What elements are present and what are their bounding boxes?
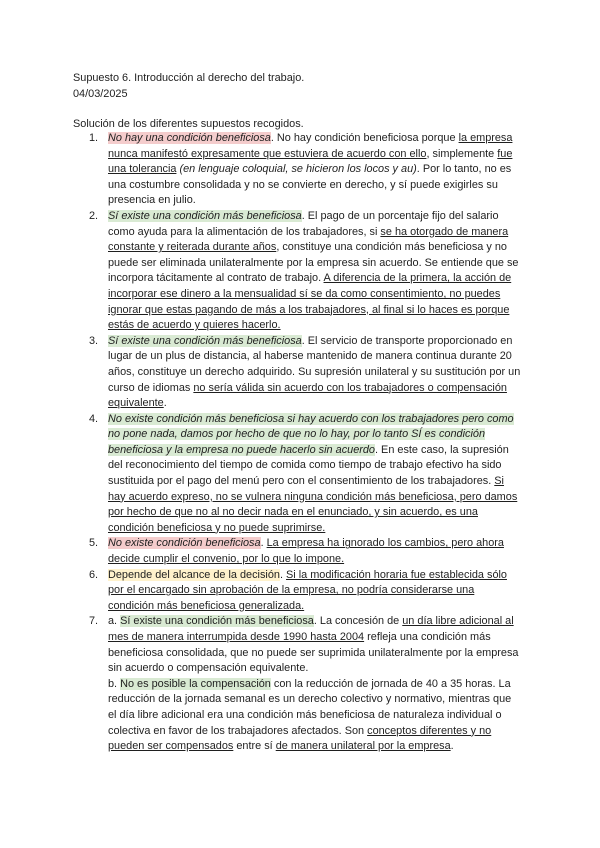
- solutions-list: [89, 131, 522, 755]
- text-segment: de manera unilateral por la empresa: [275, 740, 451, 753]
- text-segment: A diferencia de la primera, la acción de incorporar ese dinero a la mensualidad sí se da como consentimiento, no puedes ignorar que estas pagando de más a los trabajadores, al final si lo haces es porque estás de acuerdo y quieres hacerlo.: [108, 272, 512, 332]
- text-segment: , constituye una condición más beneficiosa y no puede ser eliminada unilateralmente por la empresa sin acuerdo. Se entiende que se incorpora tácitamente al contrato de trabajo.: [108, 241, 519, 285]
- item-subtext-b: [108, 677, 522, 755]
- text-segment: Sí existe una condición más beneficiosa: [108, 334, 302, 347]
- list-item: [89, 334, 522, 412]
- text-segment: . La concesión de: [313, 615, 403, 628]
- text-segment: b.: [108, 677, 121, 690]
- text-segment: , simplemente: [426, 147, 498, 160]
- text-segment: Sí existe una condición más beneficiosa: [120, 615, 314, 628]
- text-segment: entre sí: [233, 740, 276, 753]
- item-text: [108, 413, 517, 534]
- text-segment: No es posible la compensación: [120, 677, 271, 690]
- item-text: [108, 537, 504, 565]
- text-segment: no sería válida sin acuerdo con los trabajadores o compensación equivalente: [108, 381, 507, 410]
- text-segment: . El pago de un porcentaje fijo del salario como ayuda para la alimentación de los trabajadores, si: [108, 209, 499, 238]
- list-number: 4.: [89, 412, 99, 425]
- text-segment: No hay una condición beneficiosa: [108, 132, 271, 144]
- list-number: 6.: [89, 568, 99, 581]
- text-segment: la empresa nunca manifestó expresamente que estuviera de acuerdo con ello: [108, 132, 513, 160]
- list-number: 5.: [89, 537, 99, 550]
- list-item: [89, 412, 522, 537]
- intro-text: Solución de los diferentes supuestos recogidos.: [73, 118, 304, 130]
- text-segment: con la reducción de jornada de 40 a 35 horas. La reducción de la jornada semanal es un derecho colectivo y normativo, mientras que el día libre adicional era una condición más beneficiosa de naturaleza individual o colectiva en favor de los trabajadores afectados. Son: [108, 677, 512, 737]
- text-segment: fue una tolerancia: [108, 147, 513, 176]
- text-segment: Depende del alcance de la decisión: [108, 568, 280, 581]
- document-header: [73, 71, 304, 102]
- list-item: [89, 536, 522, 567]
- text-segment: . El servicio de transporte proporcionado en lugar de un plus de distancia, al haberse mantenido de manera continua durante 20 años, constituye un derecho adquirido. Su supresión unilateral y su sustitución por un curso de idiomas: [108, 334, 521, 394]
- text-segment: .: [163, 397, 167, 410]
- text-segment: un día libre adicional al mes de manera interrumpida desde 1990 hasta 2004: [108, 615, 514, 643]
- text-segment: No existe condición beneficiosa: [108, 537, 261, 550]
- text-segment: .: [450, 740, 454, 753]
- document-date: 04/03/2025: [73, 87, 128, 100]
- item-text: [108, 569, 507, 612]
- text-segment: refleja una condición más beneficiosa consolidada, que no puede ser suprimida unilateralmente por la empresa sin acuerdo o compensación equivalente.: [108, 631, 519, 675]
- text-segment: Si hay acuerdo expreso, no se vulnera ninguna condición más beneficiosa, pero damos por hecho de que no al no decir nada en el enunciado, y sin acuerdo, es una condición beneficiosa y no puede suprimirse.: [108, 475, 518, 534]
- list-item: [89, 209, 522, 334]
- text-segment: Si la modificación horaria fue establecida sólo por el encargado sin aprobación de la empresa, no podría considerarse una condición más beneficiosa generalizada.: [108, 568, 507, 612]
- item-text: [108, 335, 520, 409]
- list-item: [89, 568, 522, 615]
- text-segment: (en lenguaje coloquial, se hicieron los locos y au): [179, 163, 417, 176]
- list-number: 2.: [89, 209, 99, 222]
- text-segment: se ha otorgado de manera constante y reiterada durante años: [108, 225, 509, 254]
- document-title: Supuesto 6. Introducción al derecho del trabajo.: [73, 72, 305, 84]
- list-number: 1.: [89, 132, 99, 144]
- item-text: [108, 132, 512, 206]
- text-segment: a.: [108, 615, 121, 628]
- list-item: [89, 614, 522, 754]
- list-item: [89, 131, 522, 209]
- text-segment: La empresa ha ignorado los cambios, pero ahora decide cumplir el convenio, por lo que lo impone.: [108, 537, 504, 566]
- text-segment: .: [279, 568, 287, 581]
- list-number: 3.: [89, 334, 99, 347]
- text-segment: No existe condición más beneficiosa si hay acuerdo con los trabajadores pero como no pone nada, damos por hecho de que no lo hay, por lo tanto SÍ es condición beneficiosa y la empresa no puede hacerlo sin acuerdo: [108, 412, 514, 456]
- text-segment: .: [260, 537, 267, 550]
- text-segment: Sí existe una condición más beneficiosa: [108, 209, 302, 222]
- list-number: 7.: [89, 615, 99, 628]
- text-segment: . Por lo tanto, no es una costumbre consolidada y no se convierte en derecho, y sí puede exigirles su presencia en julio.: [108, 163, 512, 207]
- item-text: [108, 615, 518, 674]
- text-segment: . No hay condición beneficiosa porque: [270, 132, 459, 144]
- text-segment: conceptos diferentes y no pueden ser compensados: [108, 724, 492, 753]
- item-text: [108, 210, 518, 331]
- text-segment: . En este caso, la supresión del reconocimiento del tiempo de comida como tiempo de trabajo efectivo ha sido sustituida por el pago del menú pero con el consentimiento de los trabajadores.: [108, 443, 509, 488]
